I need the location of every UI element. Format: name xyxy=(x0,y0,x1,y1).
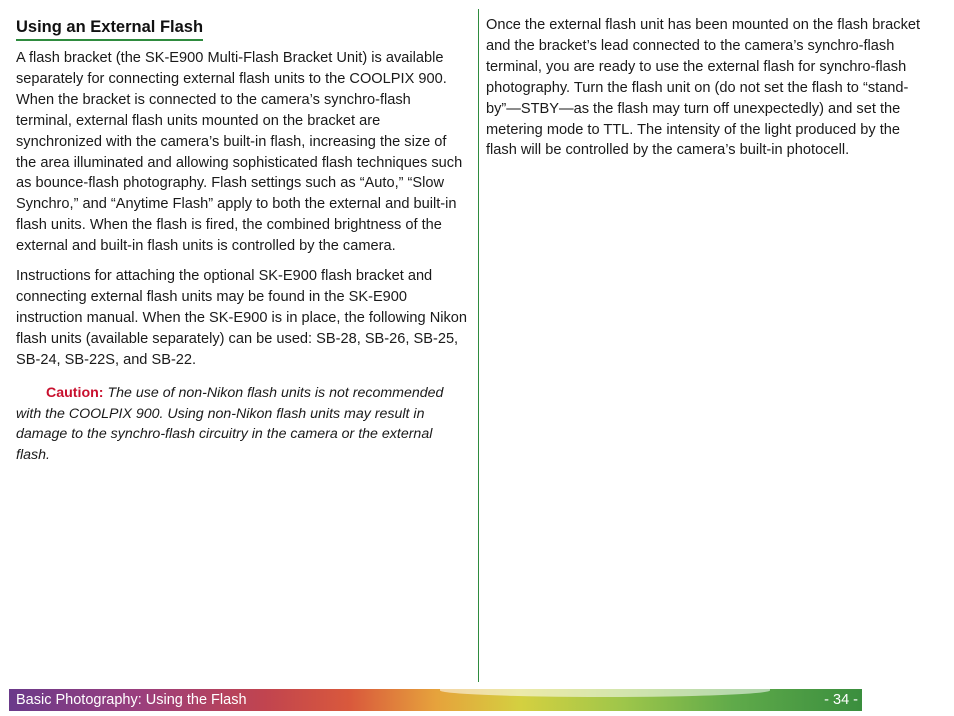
right-column xyxy=(486,15,926,161)
left-paragraph-2: Instructions for attaching the optional SK-E900 flash bracket and connecting external flash units may be found in the SK-E900 instruction manual. When the SK-E900 is in place, the following Nikon flash units (available separately) can be used: SB-28, SB-26, SB-25, SB-24, SB-22S, and SB-22. xyxy=(16,268,468,368)
section-title: Using an External Flash xyxy=(16,16,203,41)
left-paragraph-1: A flash bracket (the SK-E900 Multi-Flash Bracket Unit) is available separately for connecting external flash units to the COOLPIX 900. When the bracket is connected to the camera’s synchro-flash terminal, external flash units mounted on the bracket are synchronized with the camera’s built-in flash, increasing the size of the area illuminated and allowing sophisticated flash techniques such as bounce-flash photography. Flash settings such as “Auto,” “Slow Synchro,” and “Anytime Flash” apply to both the external and built-in flash units. When the flash is fired, the combined brightness of the external and built-in flash units is controlled by the camera. xyxy=(16,50,463,255)
footer-section-label: Basic Photography: Using the Flash xyxy=(16,692,247,708)
footer-page-number: - 34 - xyxy=(824,692,858,708)
caution-label: Caution: xyxy=(46,384,104,401)
left-column xyxy=(16,16,470,466)
right-paragraph-1: Once the external flash unit has been mounted on the flash bracket and the bracket’s lead connected to the camera’s synchro-flash terminal, you are ready to use the external flash for synchro-flash photography. Turn the flash unit on (do not set the flash to “stand-by”—STBY—as the flash may turn off unexpectedly) and set the metering mode to TTL. The intensity of the light produced by the flash will be controlled by the camera’s built-in photocell. xyxy=(486,17,921,159)
caution-text: The use of non-Nikon flash units is not recommended with the COOLPIX 900. Using non-Nikon flash units may result in damage to the synchro-flash circuitry in the camera or the external flash. xyxy=(16,384,444,464)
column-divider xyxy=(478,9,479,682)
caution-note xyxy=(16,383,470,467)
